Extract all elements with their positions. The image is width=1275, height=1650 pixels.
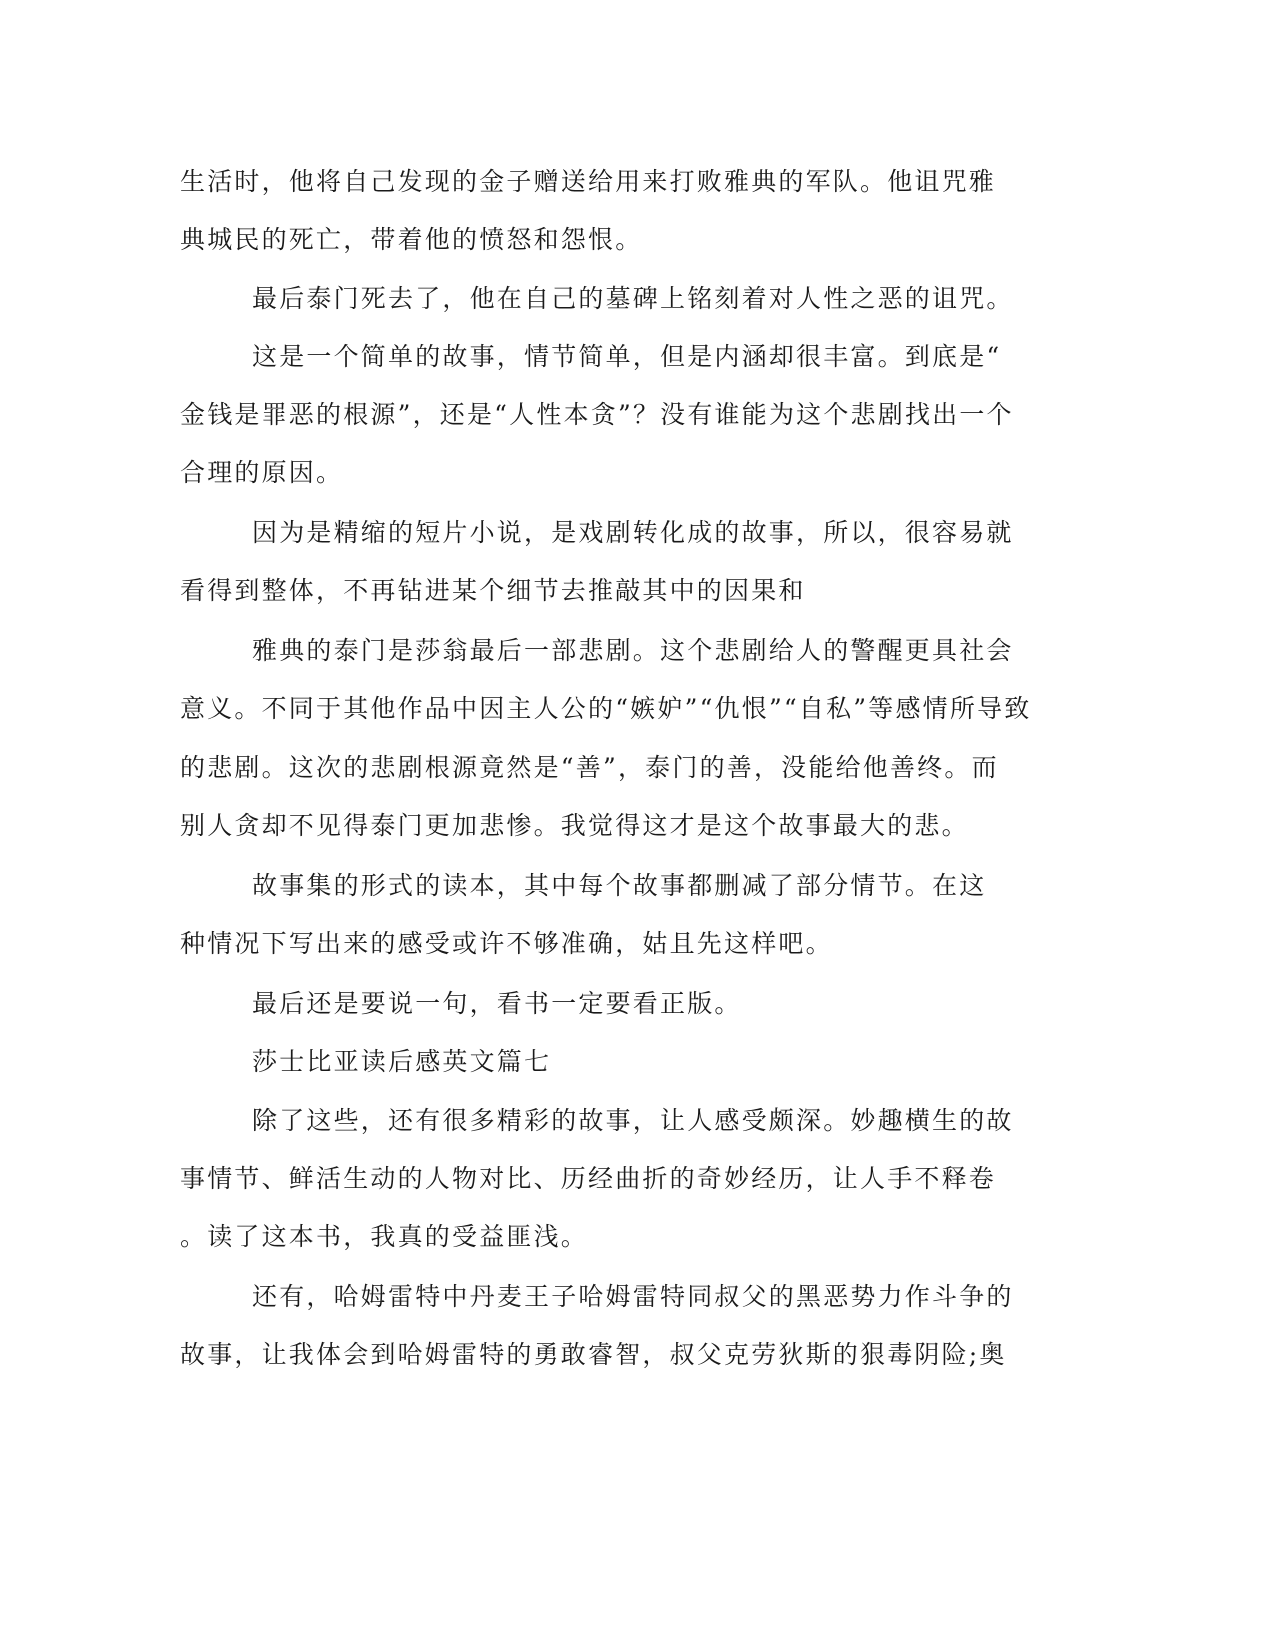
text-line-1: 生活时，他将自己发现的金子赠送给用来打败雅典的军队。他诅咒雅 bbox=[180, 167, 997, 196]
text-line-13: 故事集的形式的读本，其中每个故事都删减了部分情节。在这 bbox=[252, 871, 987, 900]
text-line-21: 故事，让我体会到哈姆雷特的勇敢睿智，叔父克劳狄斯的狠毒阴险;奥 bbox=[180, 1340, 1007, 1369]
text-line-12: 别人贪却不见得泰门更加悲惨。我觉得这才是这个故事最大的悲。 bbox=[180, 811, 969, 840]
text-line-20: 还有，哈姆雷特中丹麦王子哈姆雷特同叔父的黑恶势力作斗争的 bbox=[252, 1282, 1014, 1311]
text-line-9: 雅典的泰门是莎翁最后一部悲剧。这个悲剧给人的警醒更具社会 bbox=[252, 636, 1014, 665]
text-line-7: 因为是精缩的短片小说，是戏剧转化成的故事，所以，很容易就 bbox=[252, 518, 1014, 547]
text-line-18: 事情节、鲜活生动的人物对比、历经曲折的奇妙经历，让人手不释卷 bbox=[180, 1164, 997, 1193]
text-line-6: 合理的原因。 bbox=[180, 458, 344, 487]
text-line-8: 看得到整体，不再钻进某个细节去推敲其中的因果和 bbox=[180, 576, 806, 605]
text-line-14: 种情况下写出来的感受或许不够准确，姑且先这样吧。 bbox=[180, 929, 833, 958]
text-line-15: 最后还是要说一句，看书一定要看正版。 bbox=[252, 989, 742, 1018]
text-line-2: 典城民的死亡，带着他的愤怒和怨恨。 bbox=[180, 225, 643, 254]
text-line-10: 意义。不同于其他作品中因主人公的“嫉妒”“仇恨”“自私”等感情所导致 bbox=[180, 694, 1032, 723]
text-line-5: 金钱是罪恶的根源”，还是“人性本贪”？没有谁能为这个悲剧找出一个 bbox=[180, 400, 1014, 429]
text-line-11: 的悲剧。这次的悲剧根源竟然是“善”，泰门的善，没能给他善终。而 bbox=[180, 753, 999, 782]
text-line-4: 这是一个简单的故事，情节简单，但是内涵却很丰富。到底是“ bbox=[252, 342, 1002, 371]
text-line-3: 最后泰门死去了，他在自己的墓碑上铭刻着对人性之恶的诅咒。 bbox=[252, 284, 1014, 313]
section-heading: 莎士比亚读后感英文篇七 bbox=[252, 1047, 552, 1076]
text-line-17: 除了这些，还有很多精彩的故事，让人感受颇深。妙趣横生的故 bbox=[252, 1106, 1014, 1135]
text-line-19: 。读了这本书，我真的受益匪浅。 bbox=[180, 1222, 589, 1251]
